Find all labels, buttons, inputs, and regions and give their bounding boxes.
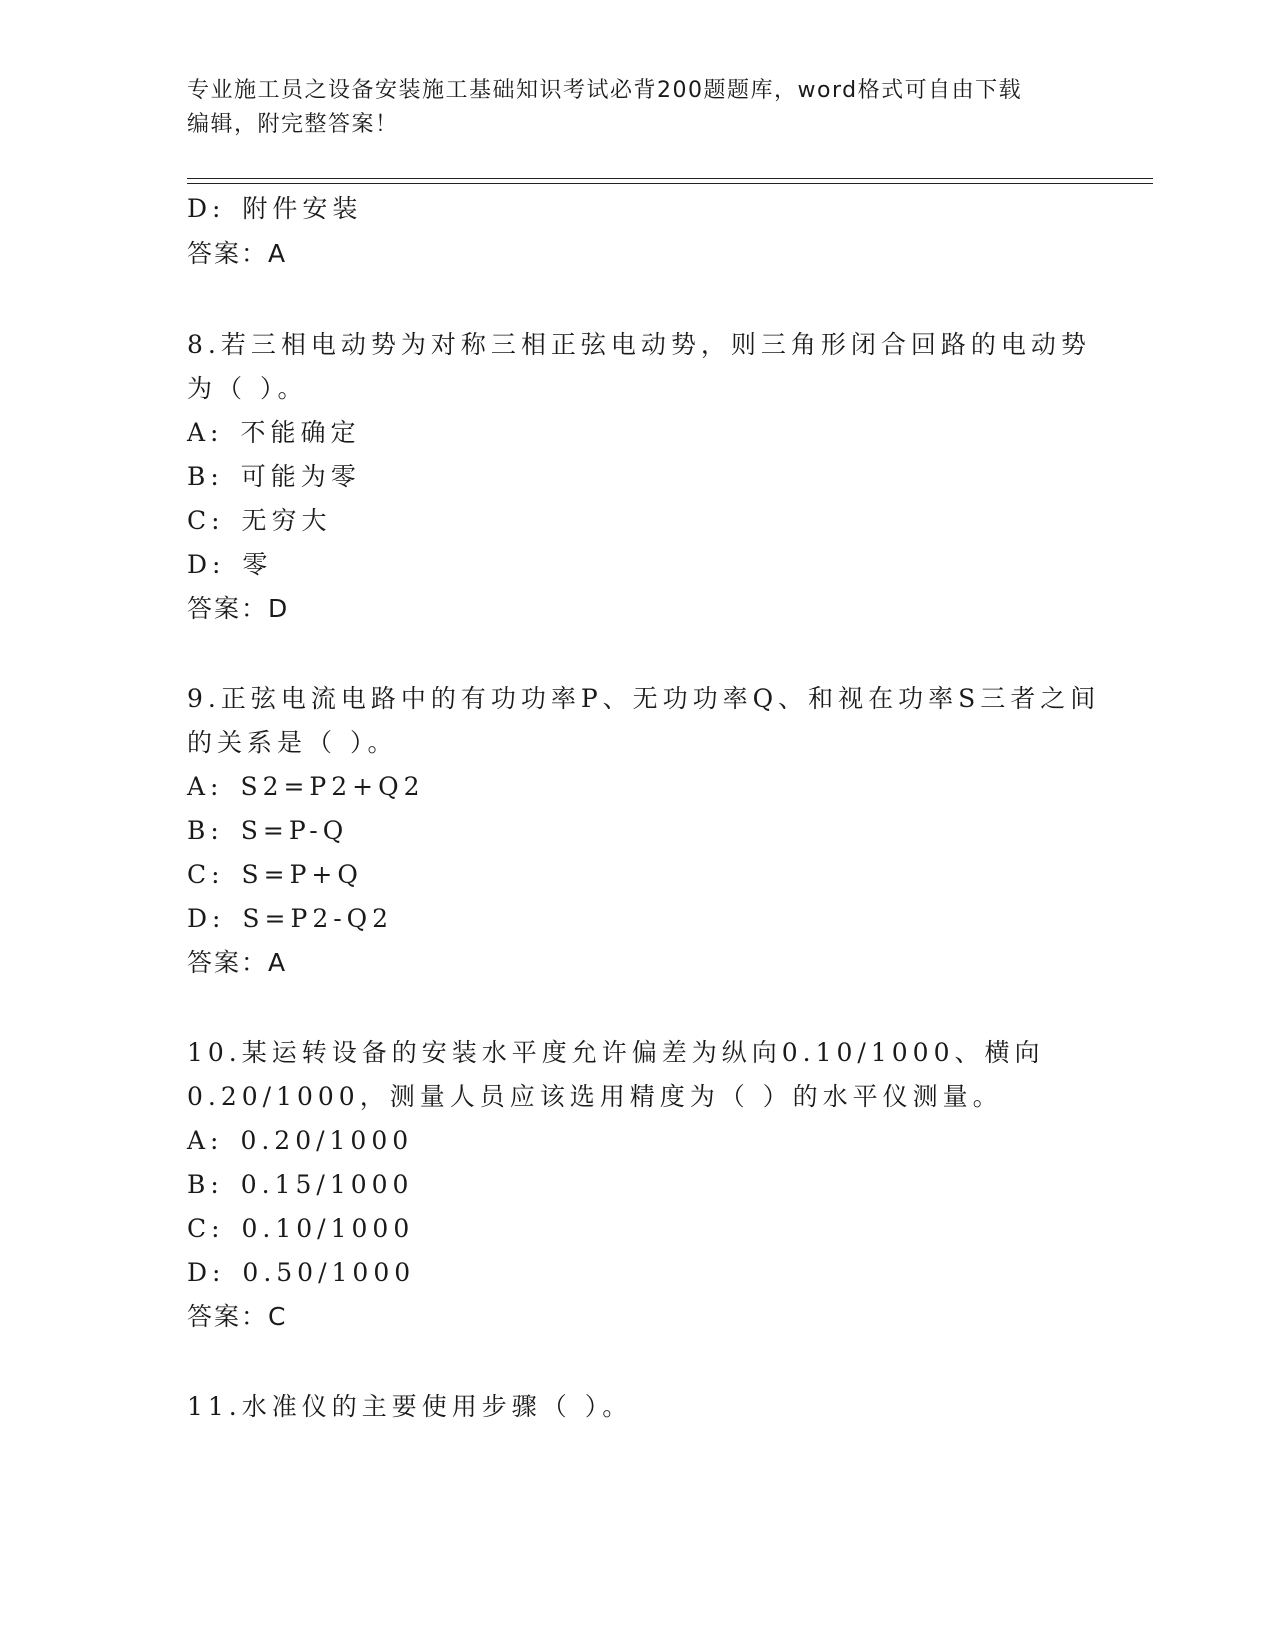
header-title-line-2: 编辑，附完整答案！ bbox=[187, 112, 399, 137]
option-label: A: bbox=[187, 418, 224, 447]
question-9-option-a bbox=[187, 770, 425, 804]
question-8-option-a bbox=[187, 416, 360, 450]
option-label: D: bbox=[187, 550, 226, 579]
option-label: C: bbox=[187, 506, 225, 535]
question-10-stem-line-1: 10.某运转设备的安装水平度允许偏差为纵向0.10/1000、横向 bbox=[187, 1038, 1045, 1067]
question-9-stem-line-1: 9.正弦电流电路中的有功功率P、无功功率Q、和视在功率S三者之间 bbox=[187, 684, 1101, 713]
option-text: 可能为零 bbox=[240, 462, 361, 491]
question-8-stem-line-2: 为（ ）。 bbox=[187, 374, 308, 403]
option-label: B: bbox=[187, 462, 224, 491]
question-8-stem-line-1: 8.若三相电动势为对称三相正弦电动势，则三角形闭合回路的电动势 bbox=[187, 330, 1091, 359]
option-label: D: bbox=[187, 1258, 226, 1287]
option-label: D: bbox=[187, 904, 226, 933]
option-label: B: bbox=[187, 816, 224, 845]
header-divider-top bbox=[187, 178, 1153, 179]
question-8-option-b bbox=[187, 460, 361, 494]
question-10-option-c bbox=[187, 1212, 414, 1246]
option-text: S=P2-Q2 bbox=[242, 904, 394, 933]
question-11-stem-line-1: 11.水准仪的主要使用步骤（ ）。 bbox=[187, 1392, 633, 1421]
prev-option-d bbox=[187, 192, 362, 226]
question-9-option-c bbox=[187, 858, 363, 892]
option-text: S=P+Q bbox=[241, 860, 363, 889]
question-9-option-b bbox=[187, 814, 348, 848]
option-label: C: bbox=[187, 1214, 225, 1243]
option-text: S=P-Q bbox=[240, 816, 349, 845]
option-text: 0.20/1000 bbox=[240, 1126, 414, 1155]
question-10-stem-line-2: 0.20/1000，测量人员应该选用精度为（ ）的水平仪测量。 bbox=[187, 1082, 1003, 1111]
option-label: C: bbox=[187, 860, 225, 889]
option-label: A: bbox=[187, 1126, 224, 1155]
header-title-line-1: 专业施工员之设备安装施工基础知识考试必背200题题库，word格式可自由下载 bbox=[187, 78, 1023, 103]
option-label: D: bbox=[187, 194, 226, 223]
option-text: 无穷大 bbox=[241, 506, 332, 535]
question-9-option-d bbox=[187, 902, 393, 936]
question-8-answer: 答案：D bbox=[187, 594, 290, 623]
question-9-answer: 答案：A bbox=[187, 948, 288, 977]
option-text: 零 bbox=[242, 550, 273, 579]
question-8-option-c bbox=[187, 504, 332, 538]
header-divider-bottom bbox=[187, 183, 1153, 184]
question-9-stem-line-2: 的关系是（ ）。 bbox=[187, 728, 398, 757]
question-10-answer: 答案：C bbox=[187, 1302, 288, 1331]
question-10-option-d bbox=[187, 1256, 415, 1290]
option-label: B: bbox=[187, 1170, 224, 1199]
option-text: 0.50/1000 bbox=[242, 1258, 416, 1287]
option-label: A: bbox=[187, 772, 224, 801]
option-text: 附件安装 bbox=[242, 194, 363, 223]
question-10-option-b bbox=[187, 1168, 413, 1202]
option-text: S2=P2+Q2 bbox=[240, 772, 425, 801]
document-header bbox=[187, 74, 1087, 142]
option-text: 不能确定 bbox=[240, 418, 361, 447]
option-text: 0.10/1000 bbox=[241, 1214, 415, 1243]
option-text: 0.15/1000 bbox=[240, 1170, 414, 1199]
prev-answer: 答案：A bbox=[187, 239, 288, 268]
question-10-option-a bbox=[187, 1124, 413, 1158]
question-8-option-d bbox=[187, 548, 272, 582]
